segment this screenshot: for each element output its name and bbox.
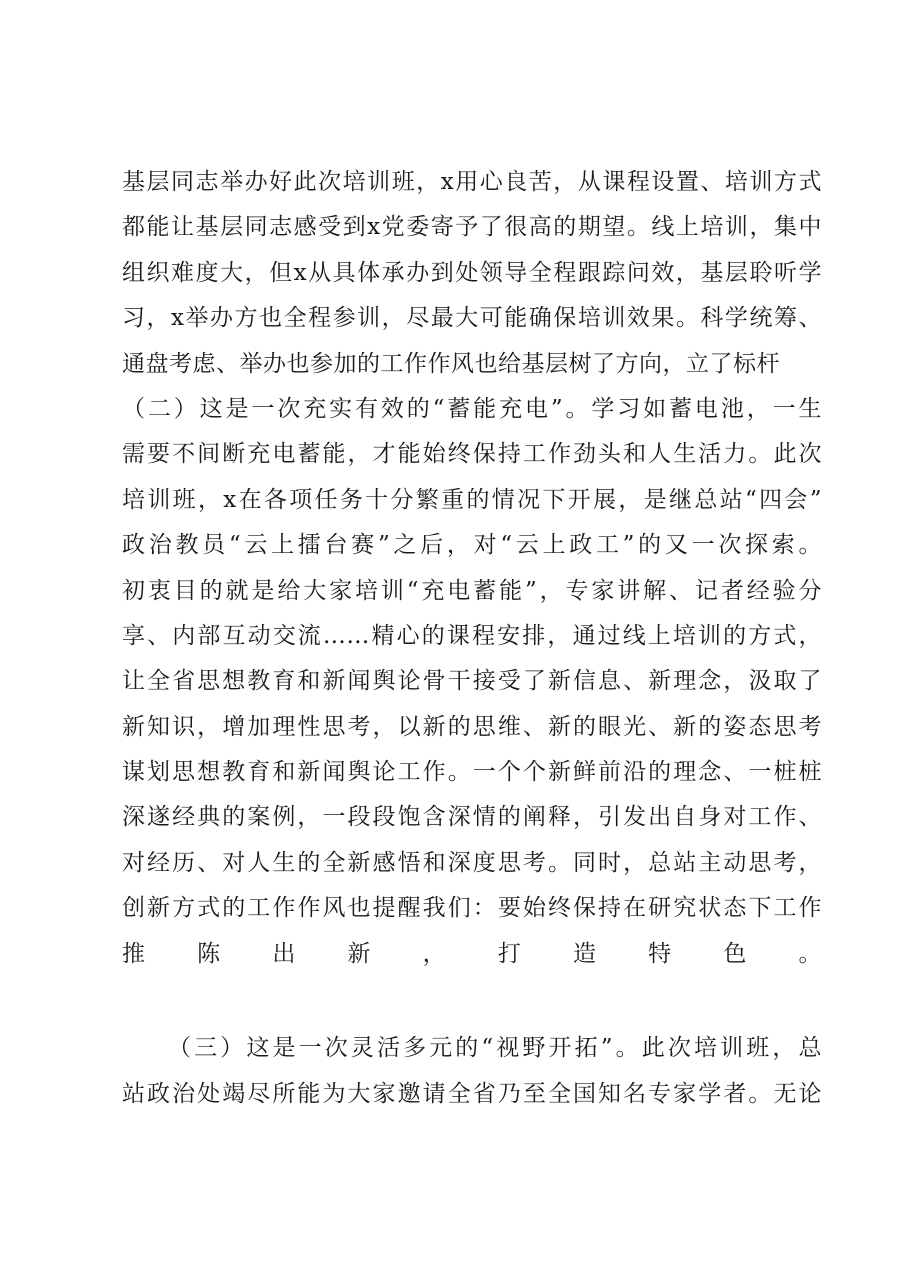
section-heading-line: （二）这是一次充实有效的“蓄能充电”。学习如蓄电池，一生 xyxy=(122,395,822,422)
paragraph-1 xyxy=(122,160,822,387)
text-line: 让全省思想教育和新闻舆论骨干接受了新信息、新理念，汲取了 xyxy=(122,668,822,695)
text-line: 都能让基层同志感受到x党委寄予了很高的期望。线上培训，集中 xyxy=(122,214,822,241)
text-line: 初衷目的就是给大家培训“充电蓄能”，专家讲解、记者经验分 xyxy=(122,577,822,604)
section-heading-line: （三）这是一次灵活多元的“视野开拓”。此次培训班，总 xyxy=(168,1035,822,1062)
text-line: 站政治处竭尽所能为大家邀请全省乃至全国知名专家学者。无论 xyxy=(122,1080,822,1107)
text-line: 新知识，增加理性思考，以新的思维、新的眼光、新的姿态思考 xyxy=(122,713,822,740)
text-line: 政治教员“云上擂台赛”之后，对“云上政工”的又一次探索。 xyxy=(122,532,822,559)
text-line: 推陈出新，打造特色。 xyxy=(122,940,822,967)
text-line: 对经历、对人生的全新感悟和深度思考。同时，总站主动思考， xyxy=(122,849,822,876)
text-line: 需要不间断充电蓄能，才能始终保持工作劲头和人生活力。此次 xyxy=(122,441,822,468)
text-line: 创新方式的工作作风也提醒我们：要始终保持在研究状态下工作 xyxy=(122,895,822,922)
text-line: 基层同志举办好此次培训班，x用心良苦，从课程设置、培训方式 xyxy=(122,169,822,195)
text-line xyxy=(122,977,822,1022)
text-line: 培训班，x在各项任务十分繁重的情况下开展，是继总站“四会” xyxy=(122,486,822,513)
document-body xyxy=(122,160,822,1117)
text-line: 习，x举办方也全程参训，尽最大可能确保培训效果。科学统筹、 xyxy=(122,305,822,332)
text-line: 享、内部互动交流……精心的课程安排，通过线上培训的方式， xyxy=(122,622,822,649)
text-line: 通盘考虑、举办也参加的工作作风也给基层树了方向，立了标杆 xyxy=(122,350,780,377)
text-line: 深遂经典的案例，一段段饱含深情的阐释，引发出自身对工作、 xyxy=(122,804,822,831)
paragraph-3 xyxy=(122,1026,822,1117)
text-line: 谋划思想教育和新闻舆论工作。一个个新鲜前沿的理念、一桩桩 xyxy=(122,759,822,786)
text-line: 组织难度大，但x从具体承办到处领导全程跟踪问效，基层聆听学 xyxy=(122,259,822,286)
paragraph-2 xyxy=(122,387,822,1022)
